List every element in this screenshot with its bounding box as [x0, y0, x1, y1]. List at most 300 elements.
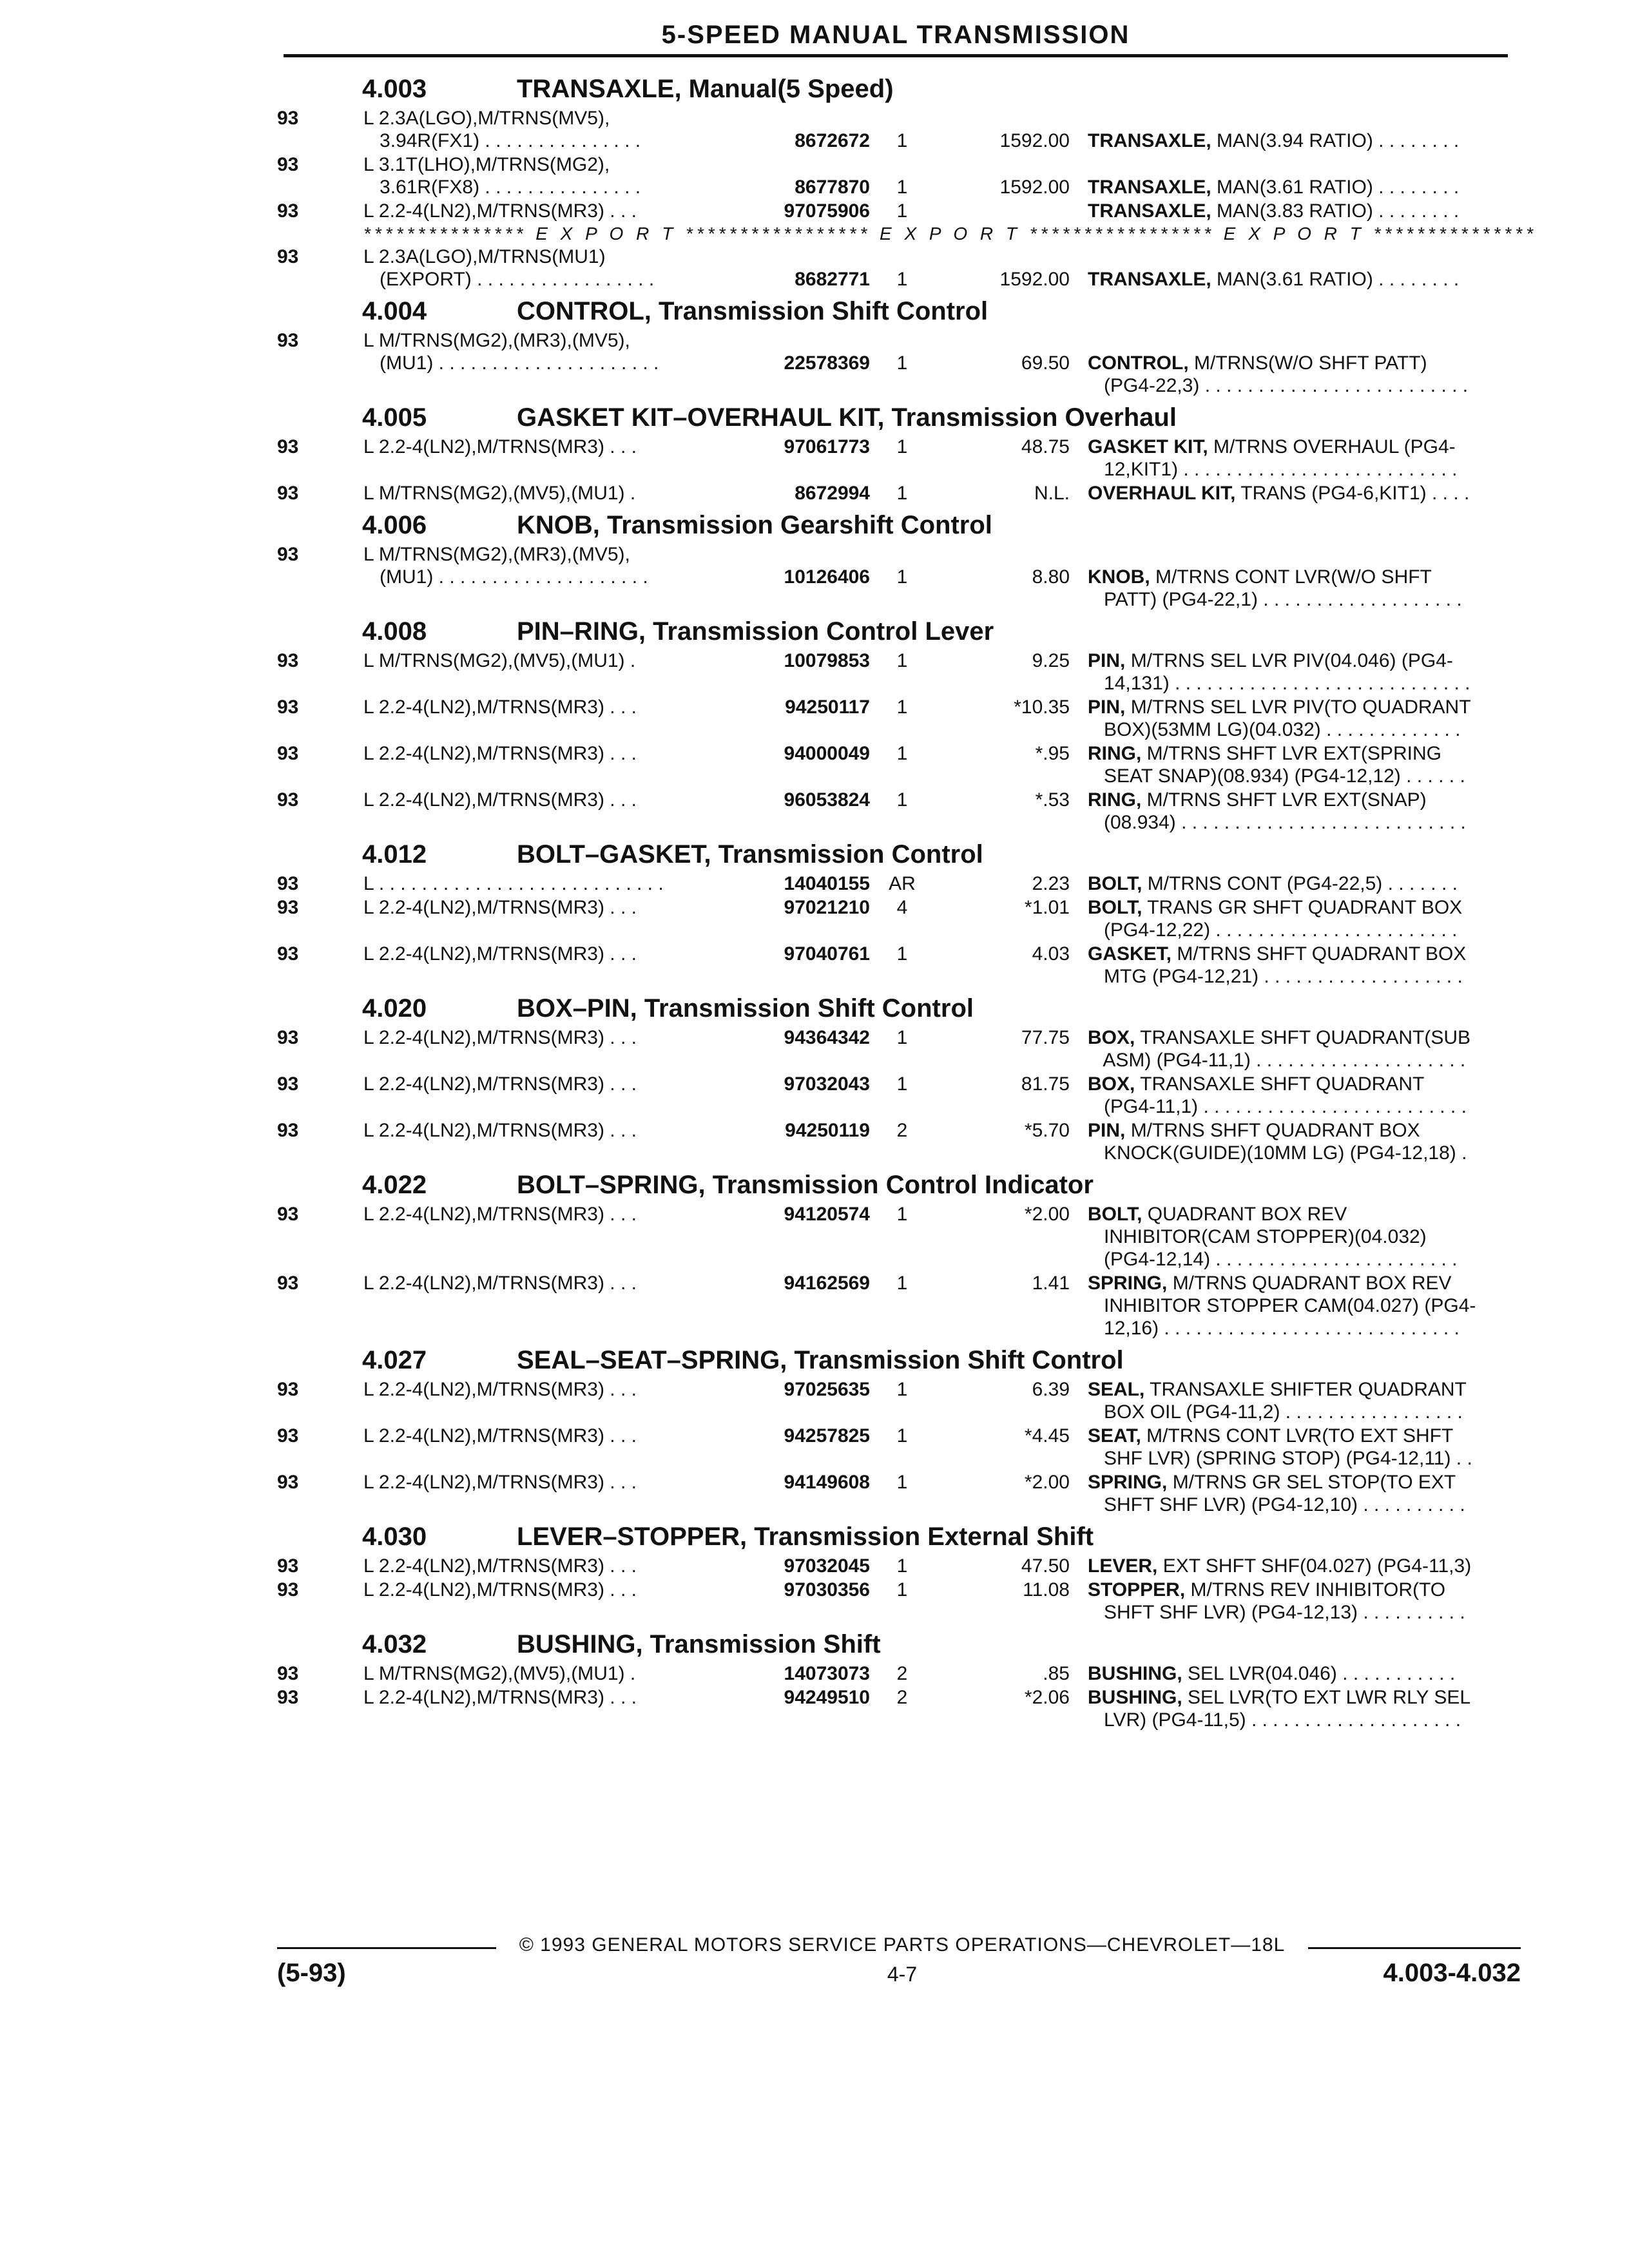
section-heading [277, 613, 1521, 649]
part-description-text: QUADRANT BOX REV [1142, 1204, 1347, 1225]
quantity: 2 [896, 1663, 908, 1684]
quantity: 1 [896, 352, 908, 374]
section-number: 4.022 [362, 1171, 427, 1199]
application-description: L 2.2-4(LN2),M/TRNS(MR3) . . . [363, 1204, 637, 1225]
part-description: MTG (PG4-12,21) . . . . . . . . . . . . . . . . . . . [1088, 966, 1463, 987]
section-heading [277, 1519, 1521, 1555]
part-description [1088, 696, 1471, 719]
section-number: 4.032 [362, 1630, 427, 1658]
application-description: L M/TRNS(MG2),(MV5),(MU1) . [363, 1663, 636, 1684]
part-row [277, 1272, 1521, 1341]
part-number: 97021210 [784, 897, 870, 918]
part-description [1088, 1073, 1424, 1096]
section-number: 4.003 [362, 75, 427, 103]
page-number: 4-7 [887, 1963, 918, 1986]
part-description [1088, 1662, 1455, 1686]
export-divider [277, 224, 1537, 245]
section-heading [277, 1167, 1521, 1203]
application-description: L 2.2-4(LN2),M/TRNS(MR3) . . . [363, 897, 637, 918]
application-description: L 2.2-4(LN2),M/TRNS(MR3) . . . [363, 200, 637, 222]
part-row [277, 872, 1521, 896]
quantity: 1 [896, 789, 908, 811]
list-price: N.L. [1034, 483, 1070, 504]
section-name: SEAL–SEAT–SPRING, Transmission Shift Control [517, 1346, 1124, 1374]
list-price: *.53 [1035, 789, 1070, 811]
application-description: L 2.2-4(LN2),M/TRNS(MR3) . . . [363, 789, 637, 811]
part-description-text: M/TRNS GR SEL STOP(TO EXT [1167, 1472, 1456, 1493]
part-name: BOLT, [1088, 897, 1142, 918]
part-description: (PG4-22,3) . . . . . . . . . . . . . . . . . . . . . . . . . [1088, 375, 1469, 396]
application-description: L 2.2-4(LN2),M/TRNS(MR3) . . . [363, 1073, 637, 1095]
part-number: 14040155 [784, 873, 870, 894]
part-description [1088, 566, 1432, 589]
application-description: L 2.3A(LGO),M/TRNS(MU1) [363, 246, 606, 267]
part-number: 97032043 [784, 1073, 870, 1095]
section-heading [277, 293, 1521, 329]
part-name: PIN, [1088, 1120, 1126, 1141]
part-name: SPRING, [1088, 1472, 1168, 1493]
list-price: 2.23 [1032, 873, 1070, 894]
section-number: 4.006 [362, 511, 427, 539]
part-row [277, 1073, 1521, 1119]
part-description [1088, 742, 1441, 765]
application-description: L 3.1T(LHO),M/TRNS(MG2), [363, 154, 610, 175]
list-price: *1.01 [1024, 897, 1070, 918]
section-number: 4.004 [362, 297, 427, 325]
part-description: 12,16) . . . . . . . . . . . . . . . . . . . . . . . . . . . . [1088, 1318, 1460, 1339]
list-price: .85 [1043, 1663, 1070, 1684]
list-price: 9.25 [1032, 650, 1070, 671]
list-price: *5.70 [1024, 1120, 1070, 1141]
section-number: 4.030 [362, 1523, 427, 1551]
part-name: BOLT, [1088, 873, 1142, 894]
part-name: KNOB, [1088, 566, 1150, 588]
section-name: KNOB, Transmission Gearshift Control [517, 511, 992, 539]
quantity: 1 [896, 130, 908, 151]
list-price: *.95 [1035, 743, 1070, 764]
list-price: 4.03 [1032, 943, 1070, 965]
part-name: CONTROL, [1088, 352, 1189, 374]
part-description: SHFT SHF LVR) (PG4-12,10) . . . . . . . . . . [1088, 1494, 1465, 1515]
part-number: 97030356 [784, 1579, 870, 1600]
part-description [1088, 943, 1466, 966]
model-year: 93 [277, 436, 299, 457]
application-description: L 2.2-4(LN2),M/TRNS(MR3) . . . [363, 1379, 637, 1400]
part-description-text: TRANS (PG4-6,KIT1) . . . . [1235, 483, 1470, 504]
part-description [1088, 1471, 1456, 1494]
part-row [277, 436, 1521, 482]
model-year: 93 [277, 943, 299, 965]
list-price: 69.50 [1021, 352, 1070, 374]
part-description-text: M/TRNS SHFT QUADRANT BOX [1171, 943, 1467, 965]
application-description: L M/TRNS(MG2),(MR3),(MV5), [363, 330, 630, 351]
model-year: 93 [277, 873, 299, 894]
part-description-text: M/TRNS SHFT LVR EXT(SNAP) [1141, 789, 1427, 811]
part-number: 8682771 [795, 269, 870, 290]
model-year: 93 [277, 1555, 299, 1577]
part-row [277, 696, 1521, 742]
application-description: L 2.2-4(LN2),M/TRNS(MR3) . . . [363, 943, 637, 965]
part-row [277, 153, 1521, 200]
part-name: STOPPER, [1088, 1579, 1186, 1600]
part-description-text: M/TRNS CONT LVR(TO EXT SHFT [1141, 1425, 1454, 1446]
part-number: 94250119 [785, 1120, 870, 1141]
part-description [1088, 130, 1459, 153]
part-description [1088, 1579, 1445, 1602]
part-description [1088, 1272, 1452, 1295]
part-row [277, 1119, 1521, 1166]
application-description: L 2.2-4(LN2),M/TRNS(MR3) . . . [363, 1687, 637, 1708]
part-description-text: TRANSAXLE SHFT QUADRANT [1135, 1073, 1425, 1095]
part-name: BOX, [1088, 1027, 1135, 1048]
revision-date: (5-93) [277, 1959, 346, 1987]
part-description-text: M/TRNS SHFT QUADRANT BOX [1125, 1120, 1420, 1141]
part-description-text: M/TRNS SEL LVR PIV(TO QUADRANT [1125, 697, 1471, 718]
list-price: 81.75 [1021, 1073, 1070, 1095]
part-row [277, 1662, 1521, 1686]
quantity: 1 [896, 1027, 908, 1048]
section-name: TRANSAXLE, Manual(5 Speed) [517, 75, 894, 103]
part-description: SHF LVR) (SPRING STOP) (PG4-12,11) . . [1088, 1448, 1472, 1469]
model-year: 93 [277, 1204, 299, 1225]
part-description: 12,KIT1) . . . . . . . . . . . . . . . . . . . . . . . . . . [1088, 459, 1458, 480]
part-description [1088, 268, 1459, 291]
section-number: 4.005 [362, 403, 427, 432]
part-number: 94149608 [784, 1472, 870, 1493]
list-price: *4.45 [1024, 1425, 1070, 1446]
export-label: *************** E X P O R T ***************** E X P O R T ***************** E X P O R T *************** [363, 224, 1537, 244]
model-year: 93 [277, 246, 299, 267]
part-number: 94249510 [784, 1687, 870, 1708]
part-description [1088, 200, 1459, 223]
section-number: 4.020 [362, 994, 427, 1023]
quantity: 1 [896, 436, 908, 457]
list-price: 47.50 [1021, 1555, 1070, 1577]
part-name: BOX, [1088, 1073, 1135, 1095]
part-row [277, 1686, 1521, 1733]
part-description-text: M/TRNS OVERHAUL (PG4- [1208, 436, 1456, 457]
quantity: AR [889, 873, 916, 894]
model-year: 93 [277, 154, 299, 175]
section-heading [277, 990, 1521, 1026]
quantity: 1 [896, 1425, 908, 1446]
part-description-text: M/TRNS QUADRANT BOX REV [1167, 1273, 1452, 1294]
section-heading [277, 1626, 1521, 1662]
part-name: GASKET, [1088, 943, 1172, 965]
model-year: 93 [277, 743, 299, 764]
part-description-text: TRANSAXLE SHFT QUADRANT(SUB [1135, 1027, 1471, 1048]
application-description: L 2.3A(LGO),M/TRNS(MV5), [363, 108, 610, 129]
section-name: CONTROL, Transmission Shift Control [517, 297, 988, 325]
quantity: 1 [896, 483, 908, 504]
application-description: 3.94R(FX1) . . . . . . . . . . . . . . . [363, 130, 641, 151]
part-number: 94162569 [784, 1273, 870, 1294]
application-description: L 2.2-4(LN2),M/TRNS(MR3) . . . [363, 1027, 637, 1048]
part-name: LEVER, [1088, 1555, 1158, 1577]
part-description: SHFT SHF LVR) (PG4-12,13) . . . . . . . . . . [1088, 1602, 1465, 1623]
part-description: LVR) (PG4-11,5) . . . . . . . . . . . . . . . . . . . . [1088, 1709, 1461, 1731]
part-row [277, 649, 1521, 696]
part-name: RING, [1088, 789, 1142, 811]
model-year: 93 [277, 200, 299, 222]
section-name: PIN–RING, Transmission Control Lever [517, 617, 994, 646]
part-description: ASM) (PG4-11,1) . . . . . . . . . . . . . . . . . . . . [1088, 1050, 1466, 1071]
quantity: 2 [896, 1120, 908, 1141]
quantity: 1 [896, 566, 908, 588]
quantity: 1 [896, 1073, 908, 1095]
section-number: 4.012 [362, 840, 427, 869]
part-description-text: M/TRNS SHFT LVR EXT(SPRING [1141, 743, 1441, 764]
part-number: 8677870 [795, 177, 870, 198]
part-row [277, 943, 1521, 989]
part-row [277, 1203, 1521, 1272]
section-name: BOLT–SPRING, Transmission Control Indicator [517, 1171, 1094, 1199]
model-year: 93 [277, 1579, 299, 1600]
part-description-text: M/TRNS CONT LVR(W/O SHFT [1150, 566, 1432, 588]
part-number: 97075906 [784, 200, 870, 222]
list-price: 77.75 [1021, 1027, 1070, 1048]
part-number: 94120574 [784, 1204, 870, 1225]
quantity: 1 [896, 743, 908, 764]
model-year: 93 [277, 483, 299, 504]
model-year: 93 [277, 544, 299, 565]
part-description [1088, 176, 1459, 199]
part-number: 94364342 [784, 1027, 870, 1048]
part-row [277, 200, 1521, 224]
application-description: (MU1) . . . . . . . . . . . . . . . . . . . . . [363, 352, 659, 374]
part-number: 8672994 [795, 483, 870, 504]
model-year: 93 [277, 1472, 299, 1493]
quantity: 1 [896, 200, 908, 222]
list-price: 8.80 [1032, 566, 1070, 588]
section-heading [277, 71, 1521, 107]
quantity: 1 [896, 177, 908, 198]
part-description [1088, 1425, 1453, 1448]
list-price: *2.06 [1024, 1687, 1070, 1708]
application-description: L 2.2-4(LN2),M/TRNS(MR3) . . . [363, 1472, 637, 1493]
part-row [277, 482, 1521, 506]
part-name: PIN, [1088, 650, 1126, 671]
part-row [277, 329, 1521, 398]
part-description: (PG4-12,22) . . . . . . . . . . . . . . . . . . . . . . . [1088, 919, 1458, 941]
copyright-notice: © 1993 GENERAL MOTORS SERVICE PARTS OPERATIONS—CHEVROLET—18L [519, 1934, 1286, 1956]
part-description: BOX)(53MM LG)(04.032) . . . . . . . . . . . . . [1088, 719, 1461, 740]
part-name: TRANSAXLE, [1088, 200, 1211, 222]
part-description: 14,131) . . . . . . . . . . . . . . . . . . . . . . . . . . . . [1088, 673, 1470, 694]
application-description: L 2.2-4(LN2),M/TRNS(MR3) . . . [363, 1120, 637, 1141]
part-description-text: MAN(3.94 RATIO) . . . . . . . . [1211, 130, 1460, 151]
model-year: 93 [277, 1073, 299, 1095]
part-description-text: SEL LVR(TO EXT LWR RLY SEL [1182, 1687, 1471, 1708]
list-price: 1.41 [1032, 1273, 1070, 1294]
list-price: 11.08 [1023, 1579, 1070, 1600]
part-description: BOX OIL (PG4-11,2) . . . . . . . . . . . . . . . . . [1088, 1401, 1463, 1423]
quantity: 2 [896, 1687, 908, 1708]
list-price: *2.00 [1024, 1204, 1070, 1225]
part-description [1088, 436, 1456, 459]
part-description [1088, 1119, 1420, 1142]
title-rule [284, 54, 1508, 57]
part-number: 10126406 [784, 566, 870, 588]
part-name: OVERHAUL KIT, [1088, 483, 1236, 504]
list-price: 1592.00 [999, 269, 1070, 290]
part-description-text: M/TRNS(W/O SHFT PATT) [1188, 352, 1427, 374]
model-year: 93 [277, 650, 299, 671]
application-description: L 2.2-4(LN2),M/TRNS(MR3) . . . [363, 1555, 637, 1577]
part-row [277, 1425, 1521, 1471]
part-description-text: MAN(3.61 RATIO) . . . . . . . . [1211, 269, 1460, 290]
application-description: L 2.2-4(LN2),M/TRNS(MR3) . . . [363, 1579, 637, 1600]
part-description [1088, 896, 1462, 919]
part-number: 96053824 [784, 789, 870, 811]
quantity: 1 [896, 943, 908, 965]
quantity: 1 [896, 1273, 908, 1294]
section-name: BOX–PIN, Transmission Shift Control [517, 994, 974, 1023]
part-number: 97032045 [784, 1555, 870, 1577]
part-description [1088, 1203, 1347, 1226]
part-description-text: MAN(3.83 RATIO) . . . . . . . . [1211, 200, 1460, 222]
section-range: 4.003-4.032 [1383, 1959, 1521, 1987]
part-name: PIN, [1088, 697, 1126, 718]
application-description: (EXPORT) . . . . . . . . . . . . . . . . . [363, 269, 655, 290]
part-description: INHIBITOR(CAM STOPPER)(04.032) [1088, 1226, 1427, 1247]
part-description: KNOCK(GUIDE)(10MM LG) (PG4-12,18) . [1088, 1142, 1467, 1164]
part-description: (PG4-11,1) . . . . . . . . . . . . . . . . . . . . . . . . . [1088, 1096, 1467, 1117]
part-description: (08.934) . . . . . . . . . . . . . . . . . . . . . . . . . . . [1088, 812, 1466, 833]
part-description-text: M/TRNS SEL LVR PIV(04.046) (PG4- [1125, 650, 1453, 671]
part-number: 14073073 [784, 1663, 870, 1684]
part-name: RING, [1088, 743, 1142, 764]
part-description-text: TRANSAXLE SHIFTER QUADRANT [1144, 1379, 1467, 1400]
part-row [277, 1579, 1521, 1625]
part-number: 8672672 [795, 130, 870, 151]
footer-rule-right [1308, 1947, 1521, 1949]
part-row [277, 1471, 1521, 1517]
section-heading [277, 507, 1521, 543]
quantity: 1 [896, 650, 908, 671]
list-price: 6.39 [1032, 1379, 1070, 1400]
application-description: L M/TRNS(MG2),(MV5),(MU1) . [363, 483, 636, 504]
part-row [277, 1026, 1521, 1073]
part-description [1088, 789, 1427, 812]
section-heading [277, 1342, 1521, 1378]
part-description-text: M/TRNS CONT (PG4-22,5) . . . . . . . [1142, 873, 1458, 894]
model-year: 93 [277, 1663, 299, 1684]
part-name: TRANSAXLE, [1088, 130, 1211, 151]
model-year: 93 [277, 1687, 299, 1708]
footer-rule-left [277, 1947, 496, 1949]
part-row [277, 1378, 1521, 1425]
application-description: 3.61R(FX8) . . . . . . . . . . . . . . . [363, 177, 641, 198]
list-price: 1592.00 [999, 177, 1070, 198]
model-year: 93 [277, 1120, 299, 1141]
part-row [277, 789, 1521, 835]
quantity: 1 [896, 1379, 908, 1400]
quantity: 1 [896, 269, 908, 290]
part-description-text: TRANS GR SHFT QUADRANT BOX [1142, 897, 1463, 918]
quantity: 1 [896, 1204, 908, 1225]
part-description-text: SEL LVR(04.046) . . . . . . . . . . . [1182, 1663, 1456, 1684]
part-description [1088, 872, 1458, 896]
section-name: BOLT–GASKET, Transmission Control [517, 840, 983, 869]
section-name: GASKET KIT–OVERHAUL KIT, Transmission Overhaul [517, 403, 1177, 432]
section-number: 4.008 [362, 617, 427, 646]
section-number: 4.027 [362, 1346, 427, 1374]
list-price: 1592.00 [999, 130, 1070, 151]
application-description: L M/TRNS(MG2),(MV5),(MU1) . [363, 650, 636, 671]
model-year: 93 [277, 697, 299, 718]
part-row [277, 742, 1521, 789]
part-number: 94000049 [784, 743, 870, 764]
parts-list [277, 70, 1537, 1733]
model-year: 93 [277, 108, 299, 129]
application-description: L 2.2-4(LN2),M/TRNS(MR3) . . . [363, 697, 637, 718]
part-number: 97025635 [784, 1379, 870, 1400]
application-description: L M/TRNS(MG2),(MR3),(MV5), [363, 544, 630, 565]
quantity: 1 [896, 697, 908, 718]
part-number: 22578369 [784, 352, 870, 374]
part-name: GASKET KIT, [1088, 436, 1208, 457]
section-name: BUSHING, Transmission Shift [517, 1630, 881, 1658]
section-heading [277, 836, 1521, 872]
application-description: L 2.2-4(LN2),M/TRNS(MR3) . . . [363, 1273, 637, 1294]
quantity: 1 [896, 1472, 908, 1493]
part-description [1088, 1555, 1471, 1578]
part-description-text: M/TRNS REV INHIBITOR(TO [1185, 1579, 1446, 1600]
part-description: PATT) (PG4-22,1) . . . . . . . . . . . . . . . . . . . [1088, 589, 1462, 610]
list-price: 48.75 [1021, 436, 1070, 457]
application-description: L 2.2-4(LN2),M/TRNS(MR3) . . . [363, 743, 637, 764]
part-description [1088, 1026, 1470, 1050]
part-row [277, 543, 1521, 612]
model-year: 93 [277, 1425, 299, 1446]
part-name: BUSHING, [1088, 1663, 1182, 1684]
application-description: (MU1) . . . . . . . . . . . . . . . . . . . . [363, 566, 648, 588]
quantity: 4 [896, 897, 908, 918]
part-row [277, 896, 1521, 943]
model-year: 93 [277, 330, 299, 351]
part-description: INHIBITOR STOPPER CAM(04.027) (PG4- [1088, 1295, 1476, 1316]
application-description: L 2.2-4(LN2),M/TRNS(MR3) . . . [363, 436, 637, 457]
section-name: LEVER–STOPPER, Transmission External Shift [517, 1523, 1094, 1551]
part-number: 97061773 [784, 436, 870, 457]
page-title: 5-SPEED MANUAL TRANSMISSION [661, 21, 1130, 49]
quantity: 1 [896, 1579, 908, 1600]
part-name: BUSHING, [1088, 1687, 1182, 1708]
part-description [1088, 649, 1453, 673]
model-year: 93 [277, 897, 299, 918]
quantity: 1 [896, 1555, 908, 1577]
list-price: *2.00 [1024, 1472, 1070, 1493]
model-year: 93 [277, 789, 299, 811]
model-year: 93 [277, 1027, 299, 1048]
part-name: SEAT, [1088, 1425, 1141, 1446]
model-year: 93 [277, 1379, 299, 1400]
application-description: L 2.2-4(LN2),M/TRNS(MR3) . . . [363, 1425, 637, 1446]
part-number: 94250117 [785, 697, 870, 718]
part-name: BOLT, [1088, 1204, 1142, 1225]
part-name: TRANSAXLE, [1088, 269, 1211, 290]
model-year: 93 [277, 1273, 299, 1294]
part-description-text: MAN(3.61 RATIO) . . . . . . . . [1211, 177, 1460, 198]
part-description: (PG4-12,14) . . . . . . . . . . . . . . . . . . . . . . . [1088, 1249, 1458, 1270]
part-row [277, 1555, 1521, 1579]
part-description [1088, 1686, 1470, 1709]
part-description-text: EXT SHFT SHF(04.027) (PG4-11,3) [1157, 1555, 1472, 1577]
part-name: SEAL, [1088, 1379, 1145, 1400]
part-number: 10079853 [784, 650, 870, 671]
part-description [1088, 482, 1469, 505]
